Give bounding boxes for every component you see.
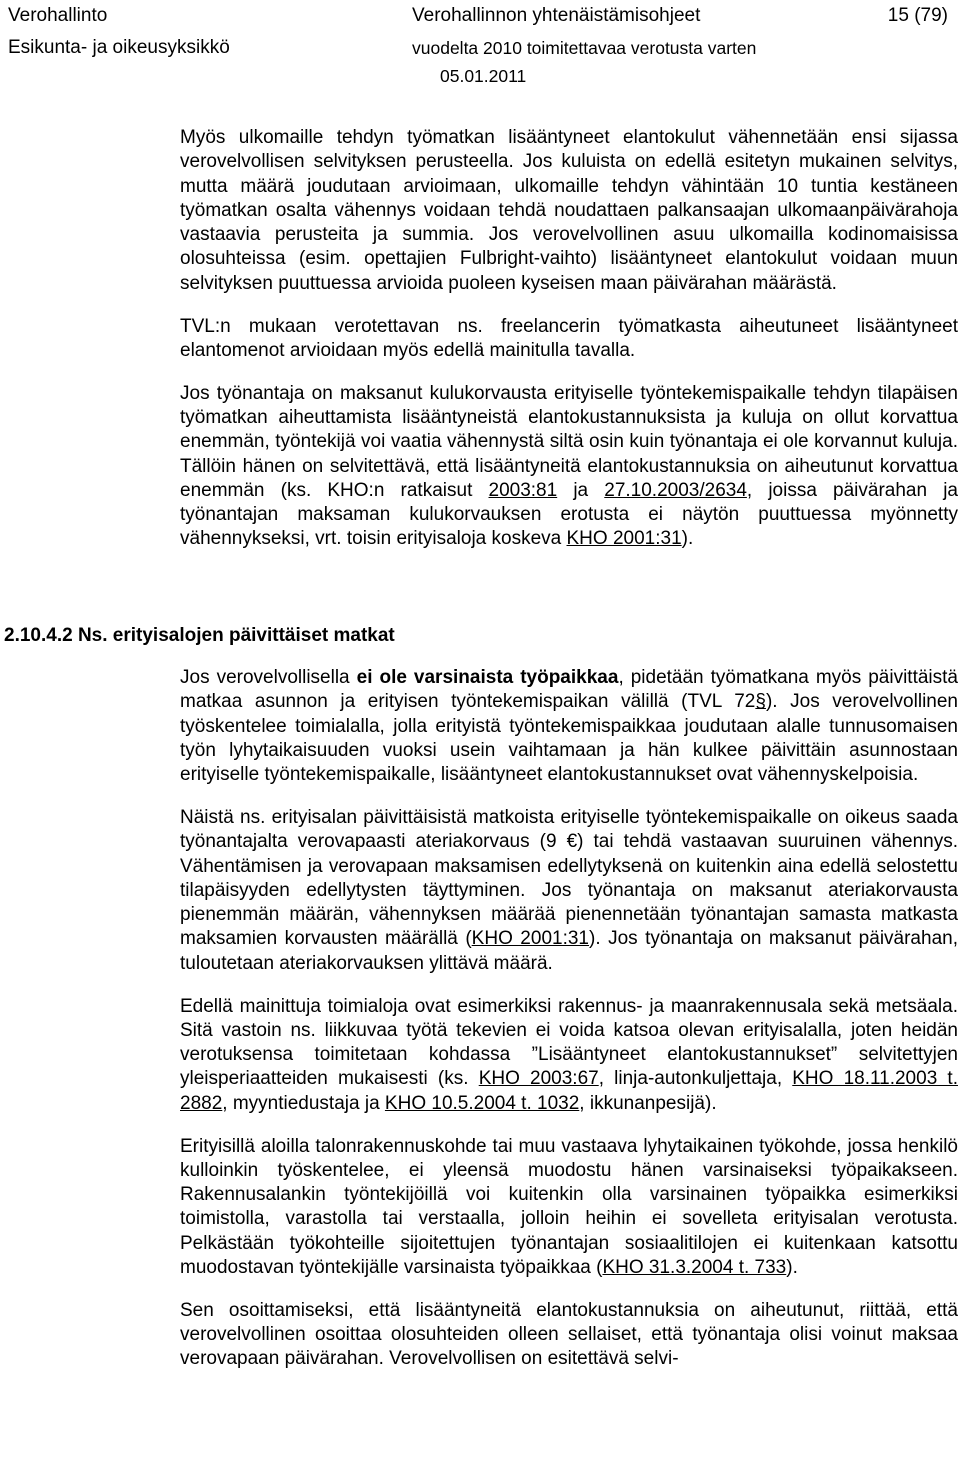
header-left [8,0,230,64]
paragraph-meal-allowance [180,806,958,976]
link-kho-2003-81[interactable]: 2003:81 [488,479,558,501]
paragraph-freelancer: TVL:n mukaan verotettavan ns. freelancerin työmatkasta aiheutuneet lisääntyneet elantomenot arvioidaan myös edellä mainitulla tavalla. [180,315,958,361]
text-span: , pidetään työmatkana myös päivittäistä matkaa asunnon ja erityisen työntekemispaikan välillä (TVL 72 [180,667,958,713]
text-span: Jos verovelvollisella [180,667,357,688]
paragraph-abroad-trips: Myös ulkomaille tehdyn työmatkan lisääntyneet elantokulut vähennetään ensi sijassa verovelvollisen selvityksen perusteella. Jos kuluista on edellä esitetyn mukainen selvitys, mutta määrä joudutaan arvioimaan, ulkomaille tehdyn vähintään 10 tuntia kestäneen työmatkan osalta vähennys voidaan tehdä noudattaen palkansaajan ulkomaanpäivärahoja vastaavia perusteita ja summia. Jos verovelvollinen asuu ulkomailla kodinomaisissa olosuhteissa (esim. opettajien Fulbright-vaihto) lisääntyneet elantokulut voidaan muun selvityksen puuttuessa arvioida puoleen kyseisen maan päivärahan määrästä. [180,127,958,294]
header-date: 05.01.2011 [440,66,527,86]
paragraph-expense-compensation [180,382,958,552]
header-document-title: Verohallinnon yhtenäistämisohjeet [412,5,701,26]
text-span: ). Jos työnantaja on maksanut päivärahan, tuloutetaan ateriakorvauksen ylittävä määrä. [180,928,958,974]
link-kho-2003-67[interactable]: KHO 2003:67 [478,1068,599,1090]
text-span: , joissa päivärahan ja työnantajan maksaman kulukorvauksen erotusta ei näytön puuttuessa myönnetty vähennykseksi, vrt. toisin erityisaloja koskeva [180,479,958,550]
paragraph-construction-sites [180,1135,958,1281]
link-kho-27-10-2003[interactable]: 27.10.2003/2634 [604,479,747,501]
text-span: , myyntiedustaja ja [222,1092,385,1114]
special-fields-section [180,666,958,1390]
text-span: ). [786,1257,798,1279]
paragraph-proof: Sen osoittamiseksi, että lisääntyneitä elantokustannuksia on aiheutunut, riittää, että verovelvollinen osoittaa olosuhteiden olleen sellaiset, että työnantaja olisi voinut maksaa verovapaan päivärahan. Verovelvollisen on esitettävä selvi- [180,1299,958,1370]
link-kho-2001-31[interactable]: KHO 2001:31 [566,528,682,550]
page-header [0,0,960,90]
header-document-subtitle: vuodelta 2010 toimitettavaa verotusta varten [412,38,757,58]
header-unit: Esikunta- ja oikeusyksikkö [8,37,230,58]
paragraph-industries [180,995,958,1116]
bold-no-workplace: ei ole varsinaista työpaikkaa [356,667,619,688]
text-span: , linja-autonkuljettaja, [598,1068,793,1090]
paragraph-no-workplace [180,666,958,787]
link-kho-2001-31-b[interactable]: KHO 2001:31 [471,928,589,950]
link-tvl-72[interactable]: § [755,691,766,713]
header-page-number: 15 (79) [887,5,948,26]
text-span: Jos työnantaja on maksanut kulukorvausta erityiselle työntekemispaikalle tehdyn tilapäisen työmatkan aiheuttamista lisääntyneistä elantokustannuksista ja kuluja on ollut korvattua enemmän, työntekijä voi vaatia vähennystä siltä osin kuin työnantaja ei ole korvannut kuluja. Tällöin hänen on selvitettävä, että lisääntyneitä elantokustannuksia on aiheutunut korvattua enemmän (ks. KHO:n ratkaisut [180,382,958,501]
text-span: ). Jos verovelvollinen työskentelee toimialalla, jolla erityistä työntekemispaikkaa joudutaan alalle tunnusomaisen työn lyhytaikaisuuden vuoksi usein vaihtamaan ja hän kulkee päivittäin asunnostaan erityiselle työntekemispaikalle, lisääntyneet elantokustannukset ovat vähennyskelpoisia. [180,691,958,786]
text-span: , ikkunanpesijä). [579,1092,717,1114]
text-span: Näistä ns. erityisalan päivittäisistä matkoista erityiselle työntekemispaikalle on oikeus saada työnantajalta verovapaasti ateriakorvaus (9 €) tai tehdä vastaavan suuruinen vähennys. Vähentämisen ja verovapaan maksamisen edellytyksenä on kuitenkin aina edellä selostettu tilapäisyyden edellytysten täyttyminen. Jos työnantaja on maksanut ateriakorvausta pienemmän määrän, vähennyksen määrää pienennetään työnantajan samasta matkasta maksamien korvausten määrällä ( [180,806,958,950]
section-heading: 2.10.4.2 Ns. erityisalojen päivittäiset matkat [4,625,395,646]
header-center [412,0,756,64]
text-span: ja [557,479,605,501]
intro-section [180,126,958,570]
text-span: Edellä mainittuja toimialoja ovat esimerkiksi rakennus- ja maanrakennusala sekä metsäala. Sitä vastoin ns. liikkuvaa työtä tekevien ei voida katsoa olevan erityisalalla, joten heidän verotuksensa toimitetaan kohdassa ”Lisääntyneet elantokustannukset” selvitettyjen yleisperiaatteiden mukaisesti (ks. [180,995,958,1090]
text-span: ). [681,528,694,550]
text-span: Erityisillä aloilla talonrakennuskohde tai muu vastaava lyhytaikainen työkohde, jossa henkilö kulloinkin työskentelee, ei yleensä muodostu hänen varsinaiseksi työpaikakseen. Rakennusalankin työntekijöillä voi kuitenkin olla varsinainen työpaikka esimerkiksi toimistolla, varastolla tai verstaalla, jolloin heihin ei sovelleta erityisalan verotusta. Pelkästään työkohteille sijoitettujen työnantajan sosiaalitilojen ei kuitenkaan katsottu muodostavan työntekijälle varsinaista työpaikkaa ( [180,1135,958,1279]
header-organization: Verohallinto [8,5,108,26]
link-kho-10-5-2004[interactable]: KHO 10.5.2004 t. 1032 [384,1092,580,1114]
link-kho-18-11-2003[interactable]: KHO 18.11.2003 t. 2882 [180,1068,958,1114]
link-kho-31-3-2004[interactable]: KHO 31.3.2004 t. 733 [602,1257,787,1279]
